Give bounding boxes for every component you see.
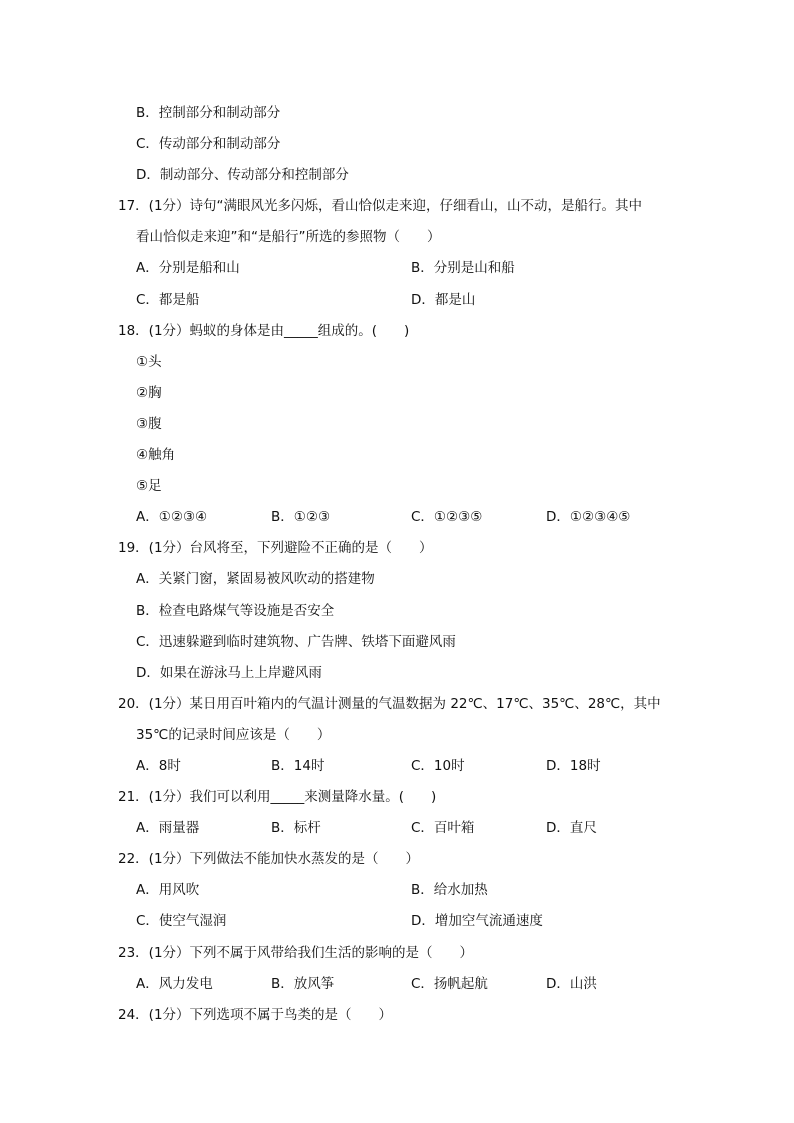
q22-option-d: D．增加空气流通速度 xyxy=(411,913,543,930)
q18-item: ②胸 xyxy=(136,384,162,401)
q18-option-c: C．①②③⑤ xyxy=(411,509,483,526)
q18-item: ①头 xyxy=(136,353,162,370)
q23-option-d: D．山洪 xyxy=(546,975,597,992)
q18-item: ⑤足 xyxy=(136,478,162,495)
q23-options xyxy=(118,969,678,1000)
q20-option-b: B．14时 xyxy=(271,757,325,774)
q18-option-a: A．①②③④ xyxy=(136,509,208,526)
q17-option-a: A．分别是船和山 xyxy=(136,260,240,277)
q22-option-c: C．使空气湿润 xyxy=(136,913,227,930)
q19-option-c: C．迅速躲避到临时建筑物、广告牌、铁塔下面避风雨 xyxy=(136,633,456,650)
q18-stem: 18．(1分）蚂蚁的身体是由_____组成的。( ) xyxy=(118,322,410,339)
q18-options xyxy=(118,502,678,533)
q17-stem-cont: 看山恰似走来迎”和“是船行”所选的参照物（ ） xyxy=(136,229,441,246)
q17-option-b: B．分别是山和船 xyxy=(411,260,515,277)
q22-option-a: A．用风吹 xyxy=(136,882,200,899)
q21-option-b: B．标杆 xyxy=(271,820,321,837)
q19-option-b: B．检查电路煤气等设施是否安全 xyxy=(136,602,335,619)
q18-option-d: D．①②③④⑤ xyxy=(546,509,631,526)
q17-option-c: C．都是船 xyxy=(136,291,200,308)
q22-options-cd xyxy=(118,906,678,937)
q23-option-a: A．风力发电 xyxy=(136,975,213,992)
q20-stem: 20．(1分）某日用百叶箱内的气温计测量的气温数据为 22℃、17℃、35℃、28℃，其中 xyxy=(118,695,661,712)
q17-options-ab xyxy=(118,253,678,284)
q21-stem: 21．(1分）我们可以利用_____来测量降水量。( ) xyxy=(118,789,437,806)
q18-item: ④触角 xyxy=(136,447,176,464)
q16-option-d: D．制动部分、传动部分和控制部分 xyxy=(136,167,349,184)
exam-page xyxy=(118,98,678,1031)
q20-option-a: A．8时 xyxy=(136,757,181,774)
q21-option-a: A．雨量器 xyxy=(136,820,200,837)
q16-option-b: B．控制部分和制动部分 xyxy=(136,105,281,121)
q22-option-b: B．给水加热 xyxy=(411,882,488,899)
q19-stem: 19．(1分）台风将至，下列避险不正确的是（ ） xyxy=(118,540,433,557)
q19-option-a: A．关紧门窗，紧固易被风吹动的搭建物 xyxy=(136,571,375,588)
q16-option-c: C．传动部分和制动部分 xyxy=(136,136,281,153)
q23-stem: 23．(1分）下列不属于风带给我们生活的影响的是（ ） xyxy=(118,944,474,961)
q18-option-b: B．①②③ xyxy=(271,509,331,526)
q21-option-c: C．百叶箱 xyxy=(411,820,475,837)
q22-options-ab xyxy=(118,875,678,906)
q20-option-d: D．18时 xyxy=(546,757,601,774)
q17-options-cd xyxy=(118,285,678,316)
q19-option-d: D．如果在游泳马上上岸避风雨 xyxy=(136,664,322,681)
q21-options xyxy=(118,813,678,844)
q17-stem: 17．(1分）诗句“满眼风光多闪烁，看山恰似走来迎，仔细看山，山不动，是船行。其中 xyxy=(118,198,643,215)
q22-stem: 22．(1分）下列做法不能加快水蒸发的是（ ） xyxy=(118,851,420,868)
q20-options xyxy=(118,751,678,782)
q18-item: ③腹 xyxy=(136,415,162,432)
q17-option-d: D．都是山 xyxy=(411,291,476,308)
q21-option-d: D．直尺 xyxy=(546,820,597,837)
q24-stem: 24．(1分）下列选项不属于鸟类的是（ ） xyxy=(118,1006,393,1023)
q20-stem-cont: 35℃的记录时间应该是（ ） xyxy=(136,726,331,743)
q23-option-b: B．放风筝 xyxy=(271,975,335,992)
q23-option-c: C．扬帆起航 xyxy=(411,975,488,992)
q20-option-c: C．10时 xyxy=(411,757,465,774)
